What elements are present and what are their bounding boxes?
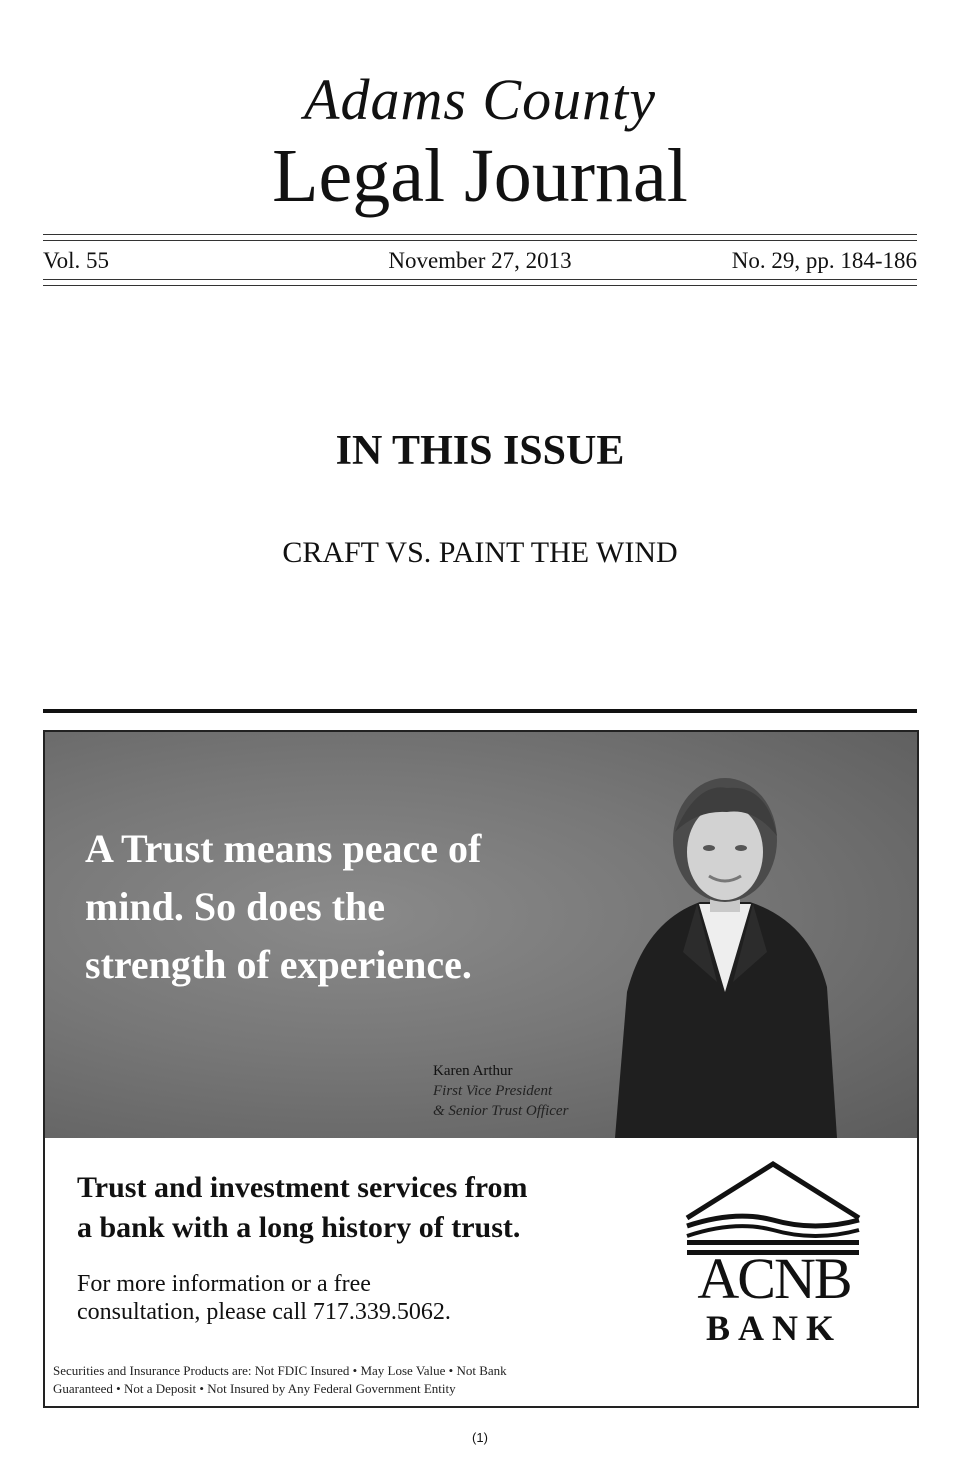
- logo-wordmark: ACNB: [697, 1246, 851, 1311]
- person-title: First Vice President: [433, 1083, 553, 1099]
- disclaimer-line: Securities and Insurance Products are: Not FDIC Insured • May Lose Value • Not Bank: [53, 1363, 507, 1378]
- logo-subtext: BANK: [705, 1308, 842, 1348]
- issue-item: CRAFT VS. PAINT THE WIND: [282, 536, 678, 569]
- masthead-rule-top-1: [43, 234, 917, 235]
- masthead-rule-bottom-1: [43, 279, 917, 280]
- headline-line: strength of experience.: [85, 942, 472, 987]
- person-title: & Senior Trust Officer: [433, 1103, 569, 1119]
- ad-headline: [85, 820, 605, 994]
- portrait-photo: [605, 752, 845, 1138]
- issue-number: No. 29, pp. 184-186: [731, 248, 917, 273]
- section-divider: [43, 709, 917, 713]
- person-name: Karen Arthur: [433, 1063, 513, 1079]
- masthead-rule-top-2: [43, 240, 917, 241]
- journal-title-main: Legal Journal: [272, 134, 688, 218]
- in-this-issue-heading: IN THIS ISSUE: [335, 428, 625, 474]
- acnb-advertisement: [43, 730, 919, 1408]
- journal-title-top: Adams County: [304, 67, 656, 132]
- ad-call-to-action: [77, 1270, 557, 1326]
- masthead-rule-bottom-2: [43, 285, 917, 286]
- issue-date: November 27, 2013: [388, 248, 572, 273]
- tagline-line: Trust and investment services from: [77, 1171, 528, 1204]
- volume-label: Vol. 55: [43, 248, 110, 273]
- ad-photo-panel: [45, 732, 917, 1138]
- disclaimer-line: Guaranteed • Not a Deposit • Not Insured by Any Federal Government Entity: [53, 1381, 456, 1396]
- headline-line: A Trust means peace of: [85, 826, 482, 871]
- call-line: consultation, please call 717.339.5062.: [77, 1299, 451, 1325]
- tagline-line: a bank with a long history of trust.: [77, 1211, 521, 1244]
- page-number: (1): [472, 1430, 488, 1445]
- call-line: For more information or a free: [77, 1271, 371, 1297]
- ad-disclaimer: [53, 1362, 613, 1398]
- headline-line: mind. So does the: [85, 884, 386, 929]
- ad-tagline: [77, 1168, 617, 1248]
